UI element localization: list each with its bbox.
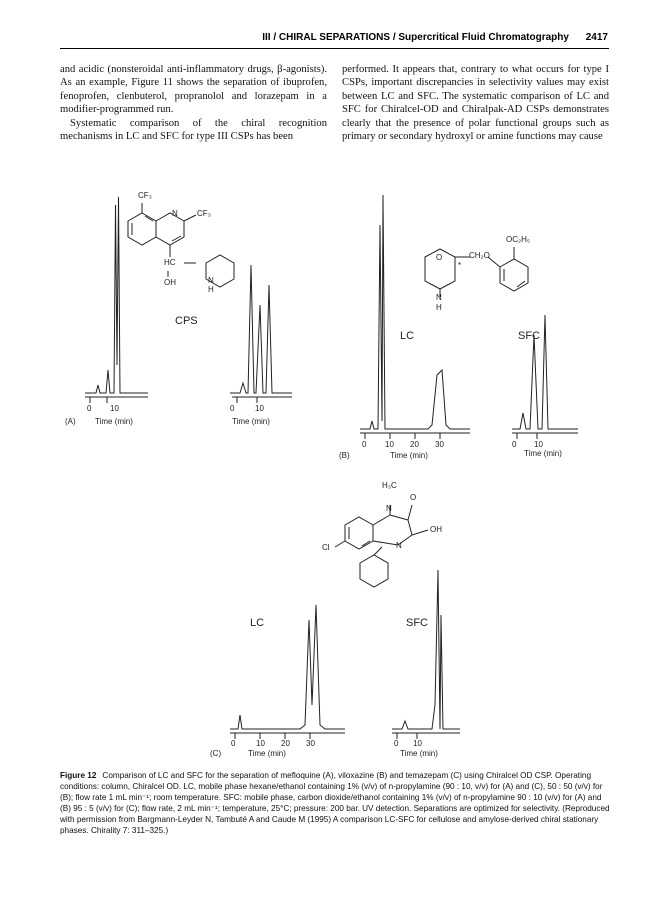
- panel-b-tick2-10: 10: [534, 440, 543, 449]
- figure-graphics: [60, 185, 610, 760]
- figure-12: [60, 185, 610, 760]
- mefloquine-hc: HC: [164, 258, 176, 267]
- panel-c-time-label-1: Time (min): [248, 749, 286, 758]
- panel-b-tick2-0: 0: [512, 440, 517, 449]
- panel-b-tick-20: 20: [410, 440, 419, 449]
- panel-c-time-label-2: Time (min): [400, 749, 438, 758]
- left-paragraph-1: and acidic (nonsteroidal anti-inflammatory drugs, β-agonists). As an example, Figure 11 shows the separation of ibuprofen, fenoprofen, clenbuterol, propranolol and lorazepam in a modifier-programmed run.: [60, 64, 327, 116]
- panel-c-tick2-10: 10: [413, 739, 422, 748]
- panel-a-tick2-10: 10: [255, 404, 264, 413]
- left-column: [60, 63, 327, 143]
- panel-c-tick-0: 0: [231, 739, 236, 748]
- trace-b-lc: [360, 195, 470, 429]
- header-rule: [60, 48, 609, 49]
- running-header: [60, 32, 608, 46]
- panel-b-time-label-1: Time (min): [390, 451, 428, 460]
- panel-c-label: (C): [210, 749, 222, 758]
- chromatogram-c-sfc: [392, 570, 460, 739]
- panel-b-sfc-label: SFC: [518, 330, 540, 342]
- panel-b-tick-30: 30: [435, 440, 444, 449]
- panel-a-tick2-0: 0: [230, 404, 235, 413]
- panel-b-tick-10: 10: [385, 440, 394, 449]
- viloxazine-star: *: [458, 261, 462, 270]
- right-column: [342, 63, 609, 143]
- mefloquine-oh: OH: [164, 278, 176, 287]
- temazepam-o: O: [410, 493, 417, 502]
- panel-a-time-label-2: Time (min): [232, 417, 270, 426]
- panel-c-tick-30: 30: [306, 739, 315, 748]
- panel-b-time-label-2: Time (min): [524, 449, 562, 458]
- panel-b-label: (B): [339, 451, 350, 460]
- panel-c-tick-20: 20: [281, 739, 290, 748]
- temazepam-cl: Cl: [322, 543, 330, 552]
- mefloquine-cf3-right: CF₃: [197, 209, 211, 218]
- panel-b-tick-0: 0: [362, 440, 367, 449]
- panel-b-lc-label: LC: [400, 330, 415, 342]
- trace-c-sfc: [392, 570, 460, 729]
- figure-caption-label: Figure 12: [60, 771, 97, 780]
- panel-a-tick-10: 10: [110, 404, 119, 413]
- figure-caption: [60, 770, 610, 836]
- viloxazine-ring-o: O: [436, 253, 443, 262]
- page-number: 2417: [585, 32, 608, 43]
- chromatogram-a-sfc: [230, 265, 292, 403]
- mefloquine-nh-n: N: [208, 276, 214, 285]
- panel-c-sfc-label: SFC: [406, 617, 428, 629]
- mefloquine-ring-n: N: [172, 209, 178, 218]
- mefloquine-nh-h: H: [208, 285, 214, 294]
- figure-caption-text: Comparison of LC and SFC for the separation of mefloquine (A), viloxazine (B) and temazepam (C) using Chiralcel OD CSP. Operating conditions: column, Chiralcel OD. LC, mobile phase hexane/ethanol containing 1% (v/v) of n-propylamine (90 : 10, v/v) for (A) and (C), 50 : 50 (v/v) for (B); flow rate 1 mL min⁻¹; room temperature. SFC: mobile phase, carbon dioxide/ethanol containing 1% (v/v) of n-propylamine 90 : 10 (v/v) for (A) and (B) 95 : 5 (v/v) for (C); flow rate, 2 mL min⁻¹; temperature, 25°C; pressure: 200 bar. UV detection. Separations are optimized for selectivity. (Reproduced with permission from Bargmann-Leyder N, Tambuté A and Caude M (1995) A comparison LC-SFC for cellulose and amylose-derived chiral stationary phases. Chirality 7: 311–325.): [60, 771, 610, 835]
- viloxazine-oc2h5: OC₂H₅: [506, 235, 531, 244]
- temazepam-n1: N: [386, 504, 392, 513]
- chromatogram-b-lc: [360, 195, 470, 439]
- trace-a-sfc: [230, 265, 292, 393]
- mefloquine-cf3-top: CF₃: [138, 191, 152, 200]
- running-title: III / CHIRAL SEPARATIONS / Supercritical Fluid Chromatography: [262, 32, 569, 43]
- chromatogram-c-lc: [230, 605, 345, 739]
- mefloquine-structure: [128, 203, 234, 287]
- panel-c-tick-10: 10: [256, 739, 265, 748]
- viloxazine-h: H: [436, 303, 442, 312]
- viloxazine-ring-n: N: [436, 293, 442, 302]
- panel-a-time-label-1: Time (min): [95, 417, 133, 426]
- panel-a-label: (A): [65, 417, 76, 426]
- panel-a-tick-0: 0: [87, 404, 92, 413]
- right-paragraph-1: performed. It appears that, contrary to what occurs for type I CSPs, important discrepancies in selectivity values may exist between LC and SFC. The systematic comparison of LC and SFC for Chiralcel-OD and Chiralpak-AD CSPs demonstrates clearly that the presence of polar functional groups such as primary or secondary hydroxyl or amine functions may cause: [342, 64, 609, 143]
- viloxazine-ch2o: CH₂O: [469, 251, 490, 260]
- temazepam-n2: N: [396, 541, 402, 550]
- temazepam-oh: OH: [430, 525, 442, 534]
- panel-c-tick2-0: 0: [394, 739, 399, 748]
- trace-a-lc: [85, 197, 148, 393]
- panel-a-title: CPS: [175, 315, 198, 327]
- temazepam-h3c: H₃C: [382, 481, 397, 490]
- panel-c-lc-label: LC: [250, 617, 265, 629]
- chromatogram-a-lc: [85, 197, 148, 403]
- temazepam-structure: [335, 505, 428, 587]
- left-paragraph-2: Systematic comparison of the chiral recognition mechanisms in LC and SFC for type III CSPs has been: [60, 117, 327, 143]
- trace-c-lc: [230, 605, 345, 729]
